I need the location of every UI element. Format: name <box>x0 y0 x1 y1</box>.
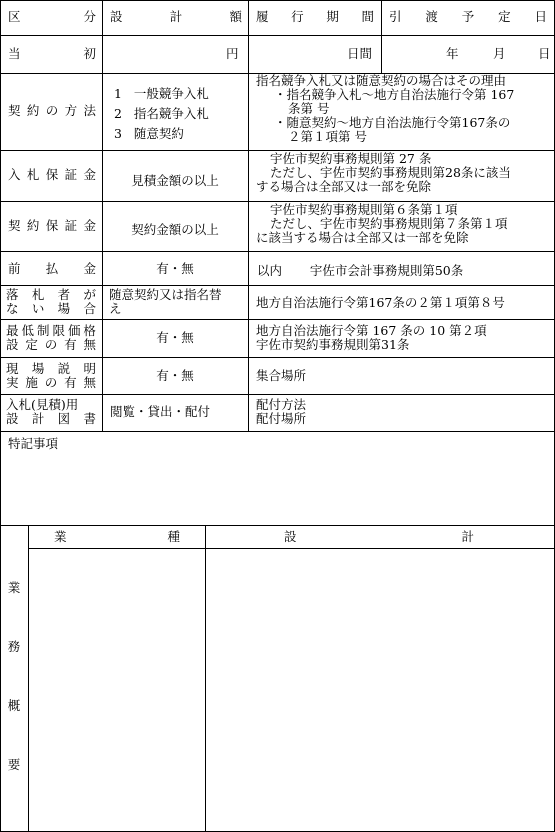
delivery-month: 月 <box>493 46 506 61</box>
rule <box>0 251 555 252</box>
rule <box>0 319 555 320</box>
business-summary-label: 業 務 概 要 <box>7 580 21 772</box>
rule <box>0 394 555 395</box>
advance-value: 有・無 <box>156 261 194 276</box>
rule <box>28 525 29 832</box>
header-category: 区 分 <box>8 9 96 24</box>
rule <box>248 0 249 431</box>
bid-deposit-note: 宇佐市契約事務規則第 27 条 ただし、宇佐市契約事務規則第28条に該当 する場合は全部又は一部を免除 <box>256 151 511 194</box>
label-contract-deposit: 契 約 保 証 金 <box>8 218 96 233</box>
rule <box>0 431 555 432</box>
header-delivery-date: 引 渡 予 定 日 <box>389 9 547 24</box>
site-briefing-value: 有・無 <box>156 368 194 383</box>
header-performance-period: 履 行 期 間 <box>256 9 374 24</box>
label-contract-method: 契 約 の 方 法 <box>8 103 96 118</box>
contract-deposit-value: 契約金額の以上 <box>131 222 219 237</box>
rule <box>0 357 555 358</box>
min-price-value: 有・無 <box>156 330 194 345</box>
label-site-briefing: 現 場 説 明 実 施 の 有 無 <box>6 361 96 390</box>
label-bid-deposit: 入 札 保 証 金 <box>8 167 96 182</box>
contract-deposit-note: 宇佐市契約事務規則第６条第１項 ただし、宇佐市契約事務規則第７条第１項 に該当する場合は全部又は一部を免除 <box>256 202 508 245</box>
contract-method-options <box>114 84 209 144</box>
option-nominated-competitive: 2 指名競争入札 <box>114 106 209 121</box>
rule <box>0 285 555 286</box>
advance-note: 以内 宇佐市会計事務規則第50条 <box>257 263 464 278</box>
rule <box>0 525 555 526</box>
contract-method-reason: 指名競争入札又は随意契約の場合はその理由 ・指名競争入札～地方自治法施行令第 167 条第 号 ・随意契約～地方自治法施行令第167条の ２第１項第 号 <box>256 73 515 144</box>
rule <box>381 0 382 73</box>
label-min-price: 最 低 制 限 価 格 設 定 の 有 無 <box>6 323 96 352</box>
drawings-value: 閲覧・貸出・配付 <box>110 404 211 419</box>
special-notes-label: 特記事項 <box>8 436 59 451</box>
rule <box>102 0 103 431</box>
header-design: 設 計 <box>284 529 474 544</box>
delivery-year: 年 <box>446 46 459 61</box>
period-unit: 日間 <box>347 46 373 61</box>
no-winner-note: 地方自治法施行令第167条の２第１項第８号 <box>256 295 505 310</box>
label-no-winner: 落 札 者 が な い 場 合 <box>6 287 96 316</box>
amount-unit: 円 <box>226 46 239 61</box>
label-drawings: 入札(見積)用 設 計 図 書 <box>6 397 96 426</box>
bid-deposit-value: 見積金額の以上 <box>131 173 219 188</box>
site-briefing-note: 集合場所 <box>256 368 307 383</box>
rule <box>0 35 555 36</box>
drawings-note: 配付方法 配付場所 <box>256 397 307 426</box>
min-price-note: 地方自治法施行令第 167 条の 10 第２項 宇佐市契約事務規則第31条 <box>256 323 487 352</box>
header-industry-type: 業 種 <box>54 529 180 544</box>
rule <box>28 548 555 549</box>
label-initial: 当 初 <box>8 46 96 61</box>
delivery-day: 日 <box>538 46 551 61</box>
label-advance-payment: 前 払 金 <box>8 261 96 276</box>
header-design-amount: 設 計 額 <box>110 9 242 24</box>
option-negotiated: 3 随意契約 <box>114 126 184 141</box>
no-winner-value: 随意契約又は指名替 え <box>109 287 222 316</box>
rule <box>205 525 206 832</box>
option-general-competitive: 1 一般競争入札 <box>114 86 209 101</box>
